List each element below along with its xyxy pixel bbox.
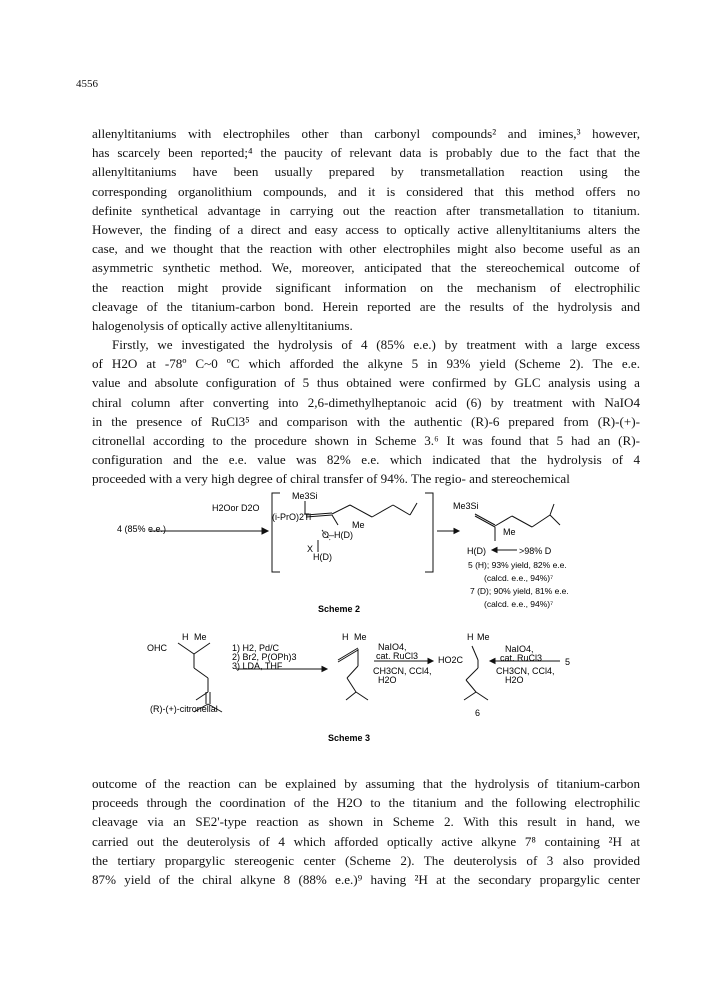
deuterium-label: >98% D — [519, 546, 552, 556]
reagent-label: H2Oor D2O — [212, 503, 260, 513]
scheme-caption: Scheme 2 — [318, 604, 361, 614]
methyl-label: Me — [477, 632, 490, 642]
h-label: H — [342, 632, 349, 642]
carboxyl-label: HO2C — [438, 655, 464, 665]
text-line: 87% yield of the chiral alkyne 8 (88% e.e.)⁹ having ²H at the secondary propargylic center — [92, 872, 640, 888]
h-label: H — [467, 632, 474, 642]
text-line: cleavage via an SE2'-type reaction as shown in Scheme 2. With this result in hand, we — [92, 814, 640, 830]
condition-line: 2) Br2, P(OPh)3 — [232, 652, 297, 662]
text-line: asymmetric synthetic method. We, moreover, anticipated that the stereochemical outcome of — [92, 260, 640, 276]
solvent-label: H2O — [505, 675, 524, 685]
text-line: value and absolute configuration of 5 thus obtained were confirmed by GLC analysis using a — [92, 375, 640, 391]
text-line: proceeds through the coordination of the H2O to the titanium and the following electrophilic — [92, 795, 640, 811]
compound-number: 5 — [565, 657, 571, 667]
solvent-label: CH3CN, CCl4, — [496, 666, 555, 676]
compound-number: 6 — [475, 708, 481, 718]
scheme-caption: Scheme 3 — [328, 733, 371, 743]
text-line: carried out the deuterolysis of 4 which afforded optically active alkyne 7⁸ containing ²H at — [92, 833, 640, 849]
arrowhead — [262, 528, 268, 534]
solvent-label: H2O — [378, 675, 397, 685]
solvent-label: CH3CN, CCl4, — [373, 666, 432, 676]
text-line: configuration and the e.e. value was 82% e.e. which indicated that the hydrolysis of 4 — [92, 452, 640, 468]
reagent-label: cat. RuCl3 — [376, 651, 419, 661]
methyl-label: Me — [503, 527, 516, 537]
text-line: outcome of the reaction can be explained by assuming that the hydrolysis of titanium-carbon — [92, 776, 640, 791]
reagent-label: cat. RuCl3 — [500, 653, 543, 663]
text-line: chiral column after converting into 2,6-dimethylheptanoic acid (6) by treatment with NaIO4 — [92, 394, 640, 410]
text-line: the tertiary propargylic stereogenic center (Scheme 2). The deuterolysis of 3 also provided — [92, 852, 640, 868]
result-line: (calcd. e.e., 94%)⁷ — [484, 599, 554, 609]
hd-label: H(D) — [467, 546, 486, 556]
reagent-label: NaIO4, — [378, 642, 407, 652]
text-line: of H2O at -78º C~0 ºC which afforded the alkyne 5 in 93% yield (Scheme 2). The e.e. — [92, 356, 640, 372]
text-line: cleavage of the titanium-carbon bond. Herein reported are the results of the hydrolysis and — [92, 298, 640, 314]
text-line: proceeded with a very high degree of chiral transfer of 94%. The regio- and stereochemical — [92, 471, 570, 487]
bracket-right — [425, 493, 433, 572]
citronellal-label: (R)-(+)-citronellal — [150, 704, 218, 714]
bracket-left — [272, 493, 280, 572]
reagent-label: NaIO4, — [505, 644, 534, 654]
text-line: However, the finding of a direct and easy access to optically active allenyltitaniums alters the — [92, 222, 640, 238]
aldehyde-label: OHC — [147, 643, 167, 653]
text-line: case, and we thought that the reaction with other electrophiles might also become useful as an — [92, 241, 640, 257]
methyl-label: Me — [352, 520, 365, 530]
methyl-label: Me — [194, 632, 207, 642]
text-line: allenyltitaniums have been usually prepared by transmetallation reaction using the — [92, 164, 640, 180]
page-number: 4556 — [76, 78, 98, 90]
text-line: allenyltitaniums with electrophiles other than carbonyl compounds² and imines,³ however, — [92, 126, 640, 141]
result-line: (calcd. e.e., 94%)⁷ — [484, 573, 554, 583]
methyl-label: Me — [354, 632, 367, 642]
x-label: X — [307, 544, 314, 554]
me3si-label: Me3Si — [453, 501, 479, 511]
oh-label: O–H(D) — [322, 530, 353, 540]
text-line: definite synthetical advantage in carrying out the reaction after transmetallation to titanium. — [92, 202, 640, 218]
condition-line: 1) H2, Pd/C — [232, 643, 280, 653]
me3si-label: Me3Si — [292, 491, 318, 501]
text-line: corresponding organolithium compounds, and it is considered that this method offers no — [92, 183, 640, 199]
text-line: has scarcely been reported;⁴ the paucity of relevant data is probably due to the fact that the — [92, 145, 640, 161]
paragraph-mechanism — [92, 774, 640, 889]
h-label: H — [182, 632, 189, 642]
text-line: citronellal according to the procedure shown in Scheme 3.⁶ It was found that 5 had an (R)- — [92, 433, 640, 449]
result-line: 7 (D); 90% yield, 81% e.e. — [470, 586, 569, 596]
text-line: in the presence of RuCl3⁵ and comparison with the authentic (R)-6 prepared from (R)-(+)- — [92, 413, 640, 429]
start-label: 4 (85% e.e.) — [117, 524, 167, 534]
hd-label: H(D) — [313, 552, 332, 562]
text-line: halogenolysis of optically active allenyltitaniums. — [92, 318, 353, 334]
titanium-label: (i-PrO)2Ti — [272, 512, 312, 522]
result-line: 5 (H); 93% yield, 82% e.e. — [468, 560, 567, 570]
text-line: Firstly, we investigated the hydrolysis of 4 (85% e.e.) by treatment with a large excess — [112, 337, 640, 352]
condition-line: 3) LDA, THF — [232, 661, 283, 671]
text-line: the reaction might provide significant information on the mechanism of electrophilic — [92, 279, 640, 295]
